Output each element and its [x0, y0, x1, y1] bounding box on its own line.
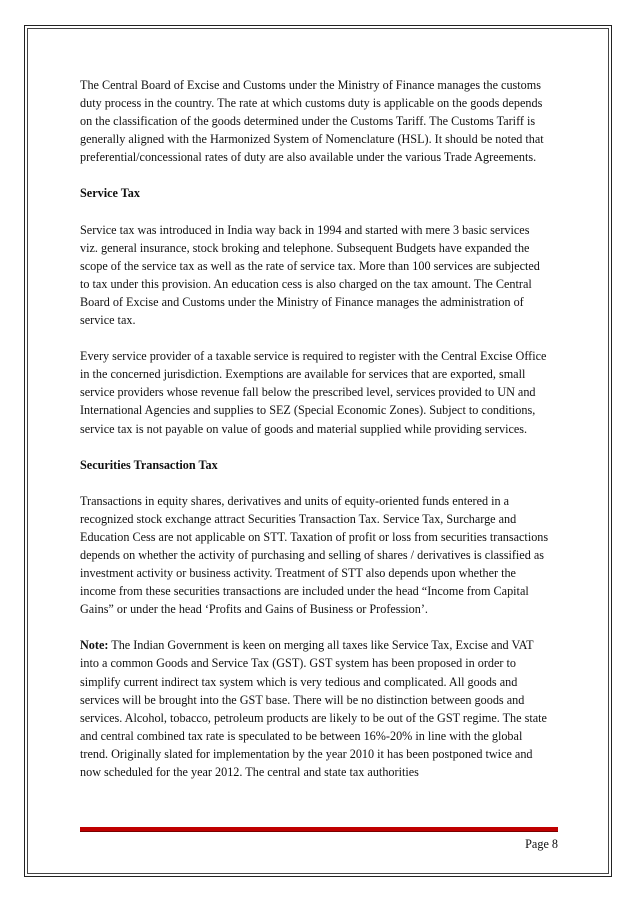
paragraph-service-tax-intro: Service tax was introduced in India way back in 1994 and started with mere 3 basic services viz. general insurance, stock broking and telephone. Subsequent Budgets have expanded the scope of the service tax as well as the rate of service tax. More than 100 services are subjected to tax under this provision. An education cess is also charged on the tax amount. The Central Board of Excise and Customs under the Ministry of Finance manages the administration of service tax. — [80, 222, 540, 328]
footer-divider-shadow — [80, 831, 558, 832]
page-number: Page 8 — [525, 837, 558, 851]
paragraph-service-tax-registration: Every service provider of a taxable service is required to register with the Central Excise Office in the concerned jurisdiction. Exemptions are available for services that are exported, small service providers whose revenue fall below the prescribed level, services provided to UN and International Agencies and supplies to SEZ (Special Economic Zones). Subject to conditions, service tax is not payable on value of goods and material supplied while providing services. — [80, 349, 547, 436]
heading-securities-transaction-tax: Securities Transaction Tax — [80, 457, 218, 472]
document-body — [80, 76, 550, 799]
paragraph-stt: Transactions in equity shares, derivatives and units of equity-oriented funds entered in a recognized stock exchange attract Securities Transaction Tax. Service Tax, Surcharge and Education Cess are not applicable on STT. Taxation of profit or loss from securities transactions depends on whether the activity of purchasing and selling of shares / derivatives is classified as investment activity or business activity. Treatment of STT also depends upon whether the income from these securities transactions are included under the head “Income from Capital Gains” or under the head ‘Profits and Gains of Business or Profession’. — [80, 493, 549, 617]
note-text: The Indian Government is keen on merging all taxes like Service Tax, Excise and VAT into a common Goods and Service Tax (GST). GST system has been proposed in order to simplify current indirect tax system which is very tedious and complicated. All goods and services will be brought into the GST base. There will be no distinction between goods and services. Alcohol, tobacco, petroleum products are likely to be out of the GST regime. The state and central combined tax rate is speculated to be between 16%-20% in line with the global trend. Originally slated for implementation by the year 2010 it has been postponed twice and now scheduled for the year 2012. The central and state tax authorities — [80, 638, 547, 779]
heading-service-tax: Service Tax — [80, 186, 140, 201]
paragraph-customs: The Central Board of Excise and Customs under the Ministry of Finance manages the customs duty process in the country. The rate at which customs duty is applicable on the goods depends on the classification of the goods determined under the Customs Tariff. The Customs Tariff is generally aligned with the Harmonized System of Nomenclature (HSL). It should be noted that preferential/concessional rates of duty are also available under the various Trade Agreements. — [80, 78, 544, 165]
note-label: Note: — [80, 638, 109, 653]
paragraph-note — [80, 636, 550, 781]
